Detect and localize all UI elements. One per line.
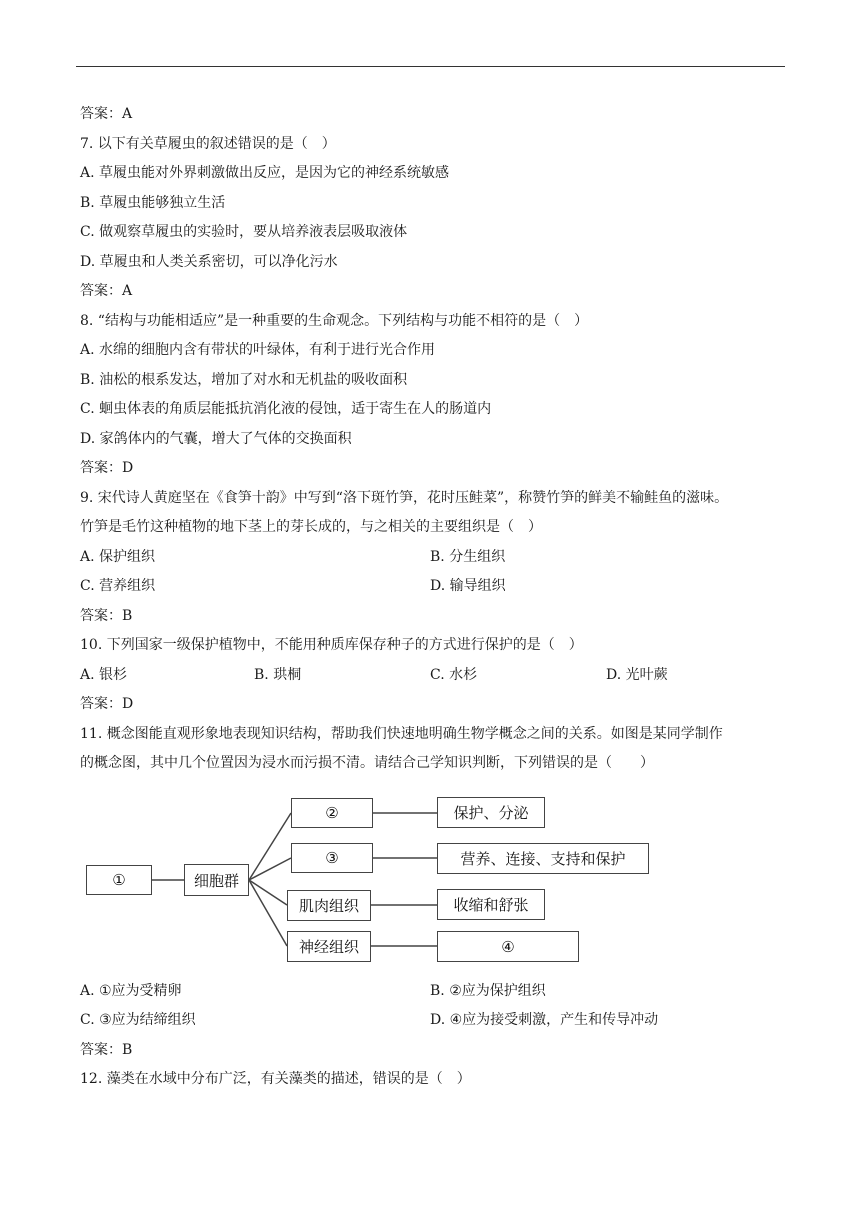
question-11-option-c: C. ③应为结缔组织 [80,1012,196,1028]
question-8-stem: 8. “结构与功能相适应”是一种重要的生命观念。下列结构与功能不相符的是（ ） [80,313,589,329]
question-8-option-b: B. 油松的根系发达，增加了对水和无机盐的吸收面积 [80,372,408,388]
question-12-stem: 12. 藻类在水域中分布广泛，有关藻类的描述，错误的是（ ） [80,1071,471,1087]
answer-11: 答案：B [80,1042,133,1058]
question-9-stem-line1: 9. 宋代诗人黄庭坚在《食笋十韵》中写到“洛下斑竹笋，花时压鲑菜”，称赞竹笋的鲜美不输鲑鱼的滋味。 [80,490,729,506]
answer-7: 答案：A [80,283,133,299]
concept-box-tissue-2: ② [291,798,373,828]
question-11-stem-line1: 11. 概念图能直观形象地表现知识结构，帮助我们快速地明确生物学概念之间的关系。如图是某同学制作 [80,726,723,742]
question-9-stem-line2: 竹笋是毛竹这种植物的地下茎上的芽长成的，与之相关的主要组织是（ ） [80,519,542,535]
concept-box-function-1: 保护、分泌 [437,797,545,828]
question-7-option-a: A. 草履虫能对外界刺激做出反应，是因为它的神经系统敏感 [80,165,450,181]
question-10-option-b: B. 珙桐 [254,667,302,683]
question-11-stem-line2: 的概念图，其中几个位置因为浸水而污损不清。请结合己学知识判断，下列错误的是（ ） [80,755,654,771]
question-11-option-d: D. ④应为接受刺激，产生和传导冲动 [430,1012,659,1028]
question-7-option-d: D. 草履虫和人类关系密切，可以净化污水 [80,254,338,270]
answer-9: 答案：B [80,608,133,624]
concept-box-function-2: 营养、连接、支持和保护 [437,843,649,874]
concept-box-root: ① [86,865,152,895]
question-10-option-d: D. 光叶蕨 [606,667,668,683]
question-11-option-a: A. ①应为受精卵 [80,983,182,999]
answer-8: 答案：D [80,460,134,476]
question-8-option-a: A. 水绵的细胞内含有带状的叶绿体，有利于进行光合作用 [80,342,436,358]
question-7-stem: 7. 以下有关草履虫的叙述错误的是（ ） [80,136,336,152]
question-9-option-b: B. 分生组织 [430,549,506,565]
question-10-stem: 10. 下列国家一级保护植物中，不能用种质库保存种子的方式进行保护的是（ ） [80,637,583,653]
concept-box-function-3: 收缩和舒张 [437,889,545,920]
question-8-option-c: C. 蛔虫体表的角质层能抵抗消化液的侵蚀，适于寄生在人的肠道内 [80,401,492,417]
concept-box-tissue-3: ③ [291,843,373,873]
question-9-option-c: C. 营养组织 [80,578,156,594]
concept-box-function-4: ④ [437,931,579,962]
question-10-option-a: A. 银杉 [80,667,128,683]
question-8-option-d: D. 家鸽体内的气囊，增大了气体的交换面积 [80,431,352,447]
answer-6: 答案：A [80,106,133,122]
question-9-option-a: A. 保护组织 [80,549,156,565]
concept-box-nerve-tissue: 神经组织 [287,931,371,962]
question-11-option-b: B. ②应为保护组织 [430,983,546,999]
question-7-option-b: B. 草履虫能够独立生活 [80,195,226,211]
concept-box-cell-group: 细胞群 [184,864,249,896]
question-7-option-c: C. 做观察草履虫的实验时，要从培养液表层吸取液体 [80,224,408,240]
answer-10: 答案：D [80,696,134,712]
question-9-option-d: D. 输导组织 [430,578,506,594]
concept-box-muscle-tissue: 肌肉组织 [287,890,371,921]
question-10-option-c: C. 水杉 [430,667,478,683]
